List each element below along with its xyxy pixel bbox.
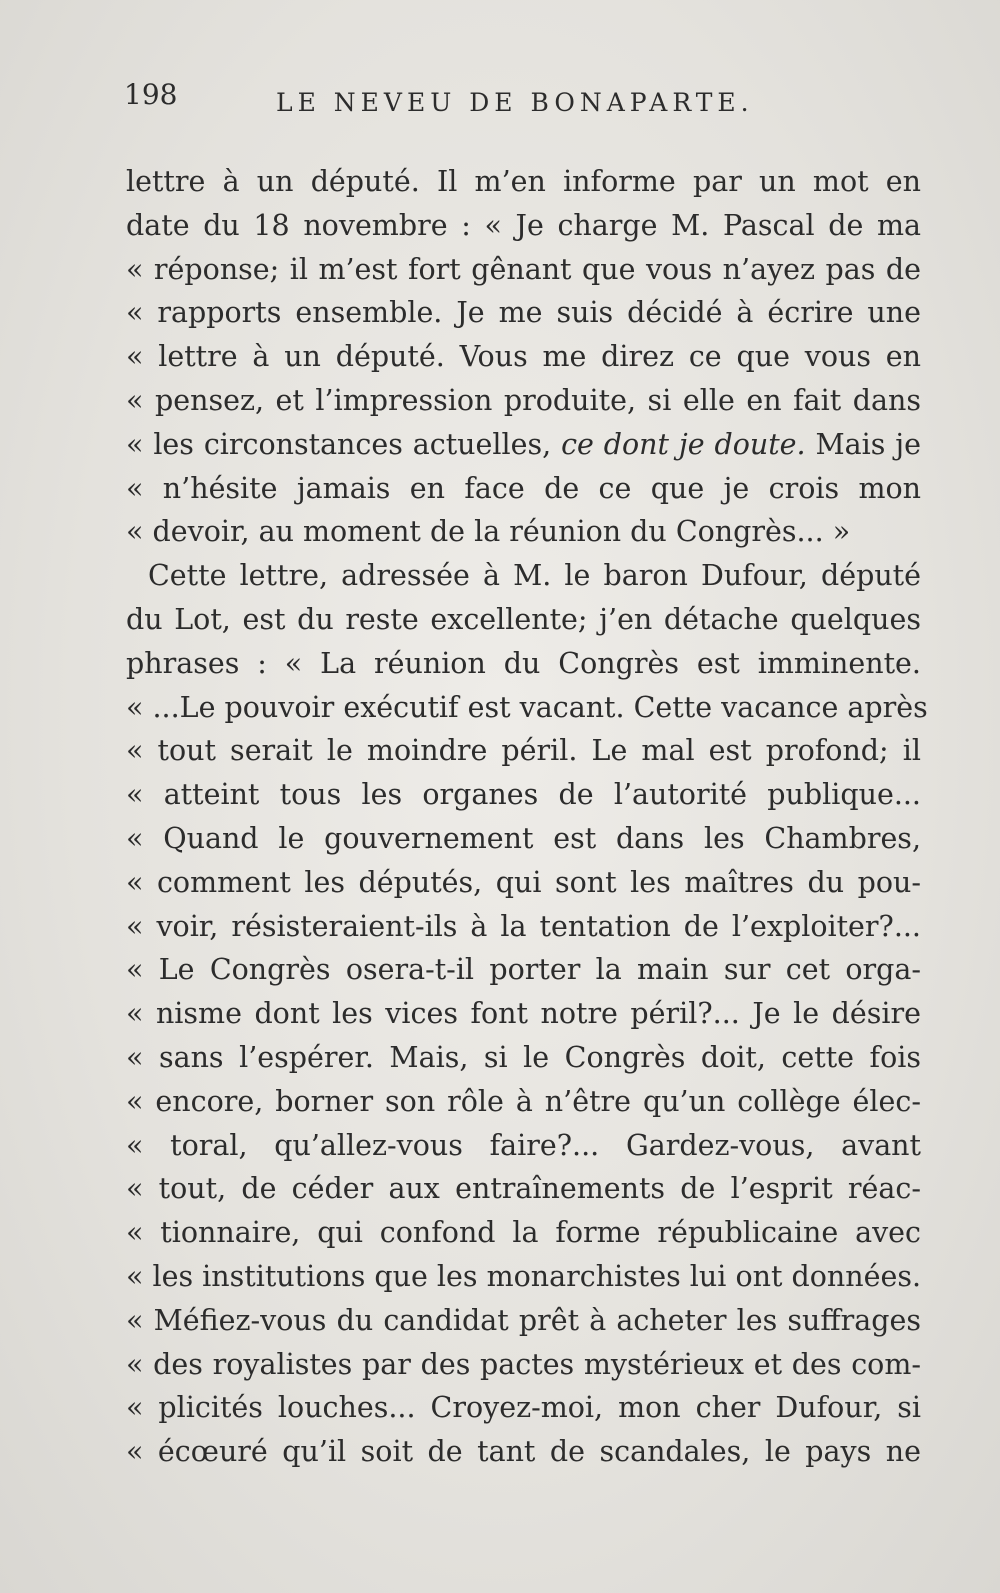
paragraph-first-line: Cette lettre, adressée à M. le baron Dufour, député (148, 559, 921, 593)
text-line: « atteint tous les organes de l’autorité publique... (126, 778, 921, 812)
text-line: « les institutions que les monarchistes lui ont données. (126, 1259, 922, 1293)
text-line: « plicités louches... Croyez-moi, mon cher Dufour, si (126, 1391, 921, 1425)
text-line: date du 18 novembre : « Je charge M. Pascal de ma (126, 208, 921, 242)
text-line: « nisme dont les vices font notre péril?... Je le désire (126, 997, 921, 1031)
text-line: « n’hésite jamais en face de ce que je crois mon (126, 471, 921, 505)
running-title: LE NEVEU DE BONAPARTE. (276, 88, 754, 117)
text-line: « comment les députés, qui sont les maîtres du pou- (126, 865, 921, 899)
text-line: « toral, qu’allez-vous faire?... Gardez-vous, avant (126, 1128, 921, 1162)
text-line: « pensez, et l’impression produite, si elle en fait dans (126, 383, 921, 417)
page-header (124, 78, 779, 128)
text-line: « sans l’espérer. Mais, si le Congrès doit, cette fois (126, 1040, 921, 1074)
text-line: « encore, borner son rôle à n’être qu’un collège élec- (126, 1084, 921, 1118)
text-line: « rapports ensemble. Je me suis décidé à écrire une (126, 296, 921, 330)
text-line: « réponse; il m’est fort gênant que vous n’ayez pas de (126, 252, 921, 286)
text-line: « devoir, au moment de la réunion du Congrès... » (126, 515, 851, 549)
body-text (126, 160, 928, 1474)
text-line: « lettre à un député. Vous me direz ce que vous en (126, 340, 921, 374)
text-line: « Méfiez-vous du candidat prêt à acheter les suffrages (126, 1303, 921, 1337)
text-line: « Quand le gouvernement est dans les Chambres, (126, 821, 921, 855)
text-line: « des royalistes par des pactes mystérieux et des com- (126, 1347, 921, 1381)
text-line: phrases : « La réunion du Congrès est imminente. (126, 646, 921, 680)
italic-phrase: ce dont je doute. (561, 427, 806, 461)
text-line: « ...Le pouvoir exécutif est vacant. Cette vacance après (126, 690, 928, 724)
text-line: lettre à un député. Il m’en informe par un mot en (126, 165, 921, 198)
page-number: 198 (124, 78, 178, 111)
text-line: « voir, résisteraient-ils à la tentation de l’exploiter?... (126, 909, 921, 943)
text-line: « tout serait le moindre péril. Le mal est profond; il (126, 734, 921, 768)
text-line (126, 423, 921, 467)
text-line: « tout, de céder aux entraînements de l’esprit réac- (126, 1172, 921, 1206)
text-line: « Le Congrès osera-t-il porter la main sur cet orga- (126, 953, 921, 987)
text-line: du Lot, est du reste excellente; j’en détache quelques (126, 602, 921, 636)
text-line: « écœuré qu’il soit de tant de scandales, le pays ne (126, 1435, 921, 1469)
text-line: « tionnaire, qui confond la forme républicaine avec (126, 1216, 921, 1250)
text-line-end: Mais je (805, 427, 921, 461)
text-line-start: « les circonstances actuelles, (126, 427, 562, 461)
